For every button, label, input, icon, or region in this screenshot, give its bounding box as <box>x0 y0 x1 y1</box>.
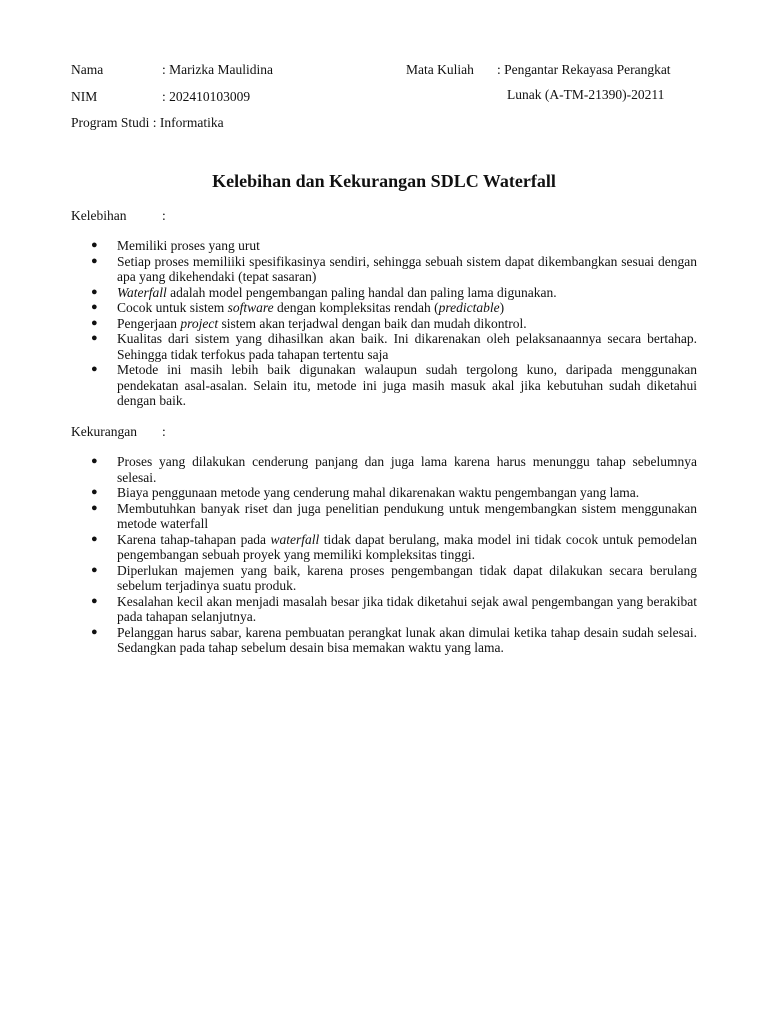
program-studi: Program Studi : Informatika <box>71 115 224 130</box>
kekurangan-item-emphasis: waterfall <box>270 531 320 547</box>
kelebihan-item-text: ) <box>499 300 505 315</box>
kekurangan-item <box>91 624 697 656</box>
kelebihan-item <box>91 238 697 254</box>
kekurangan-item-text: Karena tahap-tahapan pada <box>117 531 271 547</box>
kelebihan-item-text: dengan kompleksitas rendah ( <box>273 300 439 315</box>
kelebihan-heading <box>71 208 166 224</box>
nama-label: Nama <box>71 62 104 77</box>
kelebihan-item-text: Memiliki proses yang urut <box>117 238 260 253</box>
bullet-icon: ● <box>91 486 98 498</box>
bullet-icon: ● <box>91 316 98 329</box>
kekurangan-item-text: tidak dapat berulang, maka model ini tidak cocok untuk pemodelan pengembangan sebuah proyek yang memiliki kompleksitas tinggi. <box>117 531 697 562</box>
kekurangan-label: Kekurangan <box>71 424 137 439</box>
mata-kuliah-label: Mata Kuliah <box>406 62 474 77</box>
kekurangan-item-text: Proses yang dilakukan cenderung panjang dan juga lama karena harus menunggu tahap sebelumnya selesai. <box>117 454 697 485</box>
kekurangan-item <box>91 531 697 563</box>
nama-value: : Marizka Maulidina <box>162 62 273 77</box>
kelebihan-item-text: Kualitas dari sistem yang dihasilkan akan baik. Ini dikarenakan oleh pelaksanaannya secara bertahap. Sehingga tidak terfokus pada tahapan tertentu saja <box>117 331 697 362</box>
kelebihan-item-text: Pengerjaan <box>117 315 181 331</box>
bullet-icon: ● <box>91 301 98 313</box>
kelebihan-item <box>91 253 697 285</box>
nim-value: : 202410103009 <box>162 89 251 104</box>
kelebihan-item-text: Cocok untuk sistem <box>117 300 228 315</box>
bullet-icon: ● <box>91 501 98 514</box>
kelebihan-item <box>91 331 697 362</box>
kekurangan-item <box>91 454 697 485</box>
mata-kuliah-value: : Pengantar Rekayasa Perangkat <box>497 62 671 77</box>
kelebihan-label: Kelebihan <box>71 208 127 223</box>
kekurangan-item <box>91 500 697 532</box>
mata-kuliah-value-cont: Lunak (A-TM-21390)-20211 <box>507 87 665 102</box>
kekurangan-list <box>0 454 768 656</box>
kekurangan-heading <box>71 424 166 440</box>
bullet-icon: ● <box>91 625 98 638</box>
kelebihan-item-emphasis: Waterfall <box>117 284 167 300</box>
kelebihan-item <box>91 284 697 301</box>
kekurangan-item <box>91 485 697 501</box>
kekurangan-item-text: Pelanggan harus sabar, karena pembuatan perangkat lunak akan dimulai ketika tahap desain sudah selesai. Sedangkan pada tahap sebelum desain bisa memakan waktu yang lama. <box>117 624 697 655</box>
kekurangan-item-text: Kesalahan kecil akan menjadi masalah besar jika tidak diketahui sejak awal pengembangan yang berakibat pada tahapan selanjutnya. <box>117 593 697 624</box>
bullet-icon: ● <box>91 455 98 467</box>
nim-label: NIM <box>71 89 98 104</box>
kelebihan-item-emphasis: software <box>227 300 274 315</box>
bullet-icon: ● <box>91 563 98 576</box>
kelebihan-item-emphasis: project <box>180 315 219 331</box>
kekurangan-item-text: Diperlukan majemen yang baik, karena proses pengembangan tidak dapat dilakukan secara berulang sebelum terjadinya suatu produk. <box>117 562 697 593</box>
bullet-icon: ● <box>91 254 98 267</box>
bullet-icon: ● <box>91 332 98 344</box>
kelebihan-colon: : <box>162 208 166 223</box>
bullet-icon: ● <box>91 363 98 375</box>
kelebihan-item <box>91 362 697 409</box>
bullet-icon: ● <box>91 594 98 607</box>
bullet-icon: ● <box>91 532 98 545</box>
kekurangan-item <box>91 593 697 625</box>
kekurangan-item-text: Biaya penggunaan metode yang cenderung mahal dikarenakan waktu pengembangan yang lama. <box>117 485 640 500</box>
kelebihan-item-text: sistem akan terjadwal dengan baik dan mudah dikontrol. <box>218 315 527 331</box>
kelebihan-item-text: adalah model pengembangan paling handal dan paling lama digunakan. <box>166 284 557 300</box>
kelebihan-item-emphasis: predictable <box>438 300 500 315</box>
kekurangan-colon: : <box>162 424 166 439</box>
kelebihan-item <box>91 315 697 332</box>
kelebihan-item-text: Metode ini masih lebih baik digunakan walaupun sudah tergolong kuno, daripada menggunakan pendekatan asal-asalan. Selain itu, metode ini juga masih masuk akal jika kebutuhan sudah diketahui dengan baik. <box>117 362 697 408</box>
kekurangan-item-text: Membutuhkan banyak riset dan juga penelitian pendukung untuk mengembangkan sistem menggunakan metode waterfall <box>117 500 697 531</box>
kelebihan-list <box>0 238 768 409</box>
kelebihan-item-text: Setiap proses memiliiki spesifikasinya sendiri, sehingga sebuah sistem dapat dikembangkan sesuai dengan apa yang dikehendaki (tepat sasaran) <box>117 253 697 284</box>
bullet-icon: ● <box>91 239 98 251</box>
bullet-icon: ● <box>91 285 98 298</box>
page-title: Kelebihan dan Kekurangan SDLC Waterfall <box>212 171 556 191</box>
kelebihan-item <box>91 300 697 316</box>
kekurangan-item <box>91 562 697 594</box>
